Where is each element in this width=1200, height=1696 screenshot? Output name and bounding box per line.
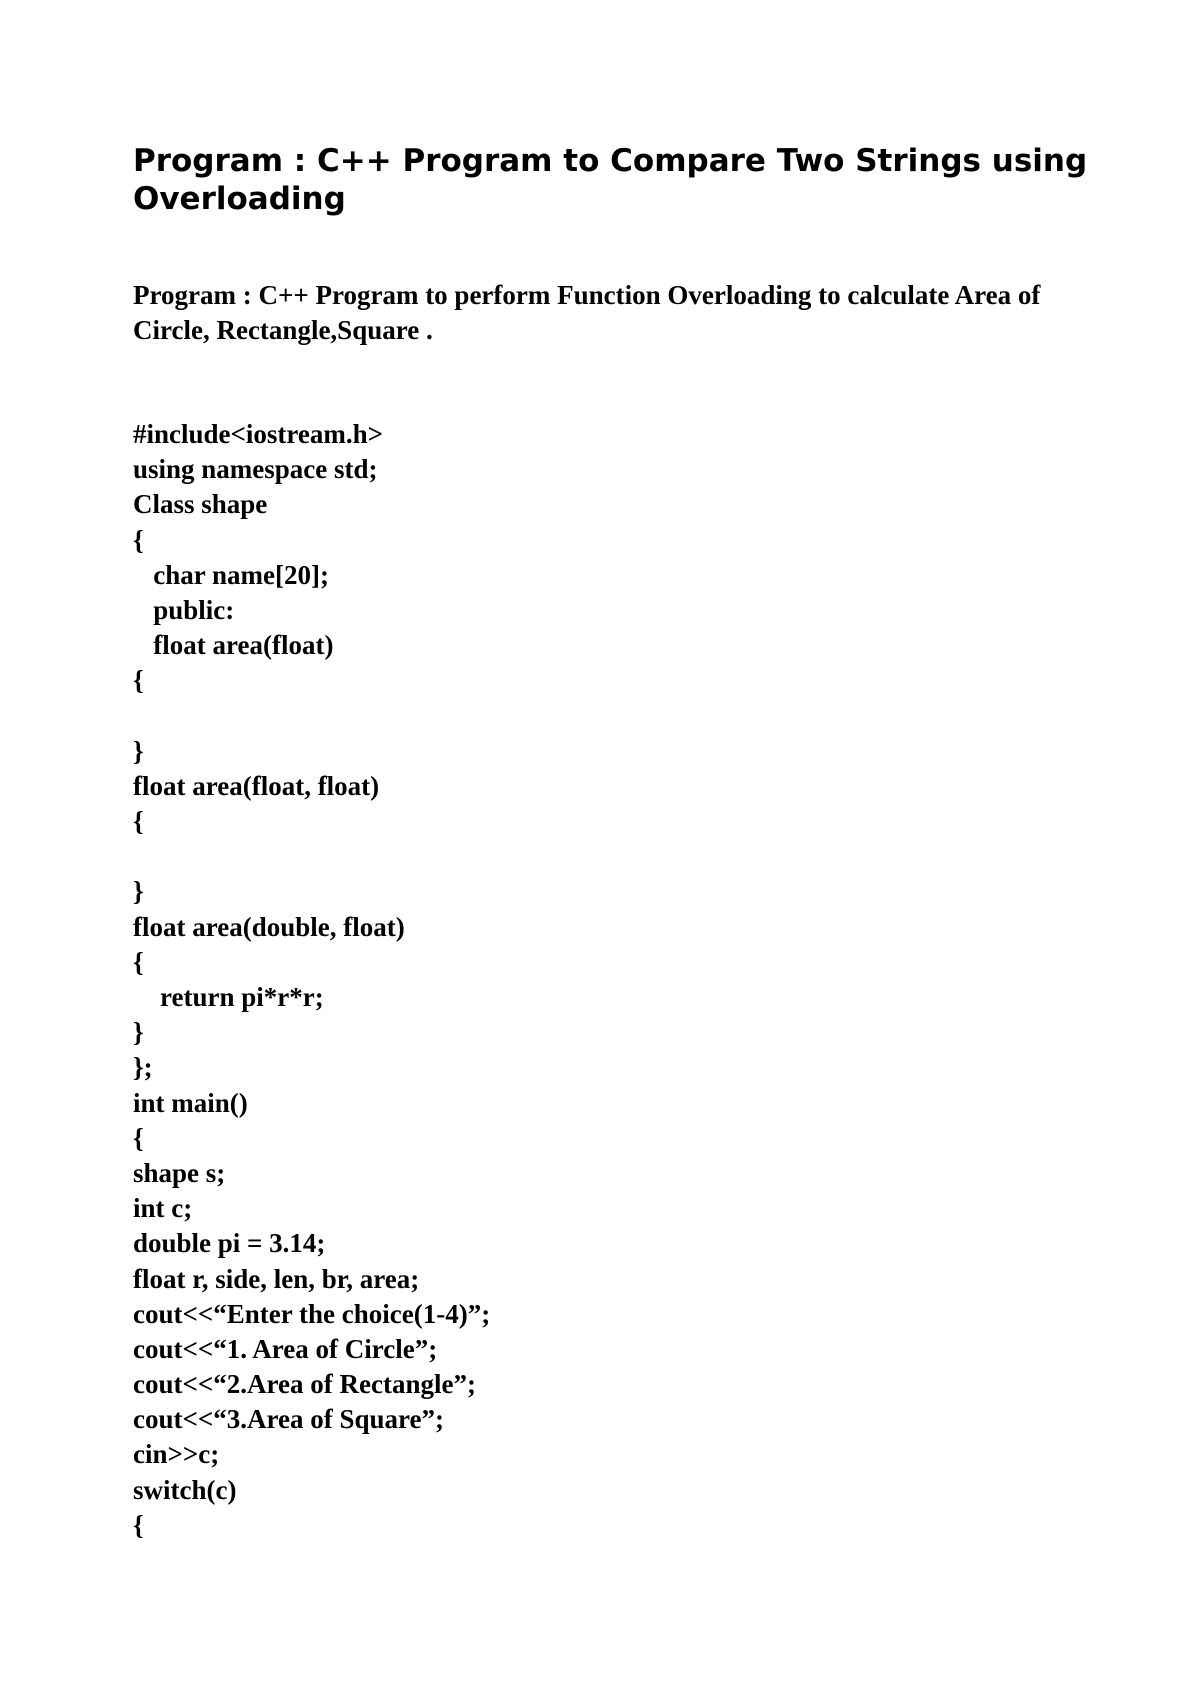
code-line: float area(float): [133, 630, 334, 661]
code-line: shape s;: [133, 1157, 226, 1188]
code-line: Class shape: [133, 489, 268, 520]
code-line: int main(): [133, 1087, 248, 1118]
code-line: double pi = 3.14;: [133, 1228, 326, 1259]
code-line: char name[20];: [133, 559, 329, 590]
code-line: };: [133, 1052, 153, 1083]
code-line: [133, 839, 1093, 874]
code-listing: [133, 417, 1093, 1543]
code-line: {: [133, 1122, 144, 1153]
code-line: }: [133, 735, 144, 766]
code-line: return pi*r*r;: [133, 982, 324, 1012]
code-line: {: [133, 524, 144, 555]
code-line: int c;: [133, 1193, 193, 1224]
code-line: {: [133, 806, 144, 837]
code-line: float r, side, len, br, area;: [133, 1263, 420, 1294]
code-line: cout<<“Enter the choice(1-4)”;: [133, 1298, 491, 1329]
code-line: float area(double, float): [133, 911, 405, 942]
code-line: cin>>c;: [133, 1439, 220, 1470]
code-line: #include<iostream.h>: [133, 419, 384, 449]
code-line: cout<<“1. Area of Circle”;: [133, 1333, 438, 1364]
code-line: [133, 699, 1093, 734]
code-line: }: [133, 1017, 144, 1048]
code-line: cout<<“3.Area of Square”;: [133, 1404, 445, 1435]
code-line: cout<<“2.Area of Rectangle”;: [133, 1369, 476, 1400]
code-line: {: [133, 946, 144, 977]
document-title: Program : C++ Program to Compare Two Strings using Overloading: [133, 143, 1088, 217]
code-line: {: [133, 665, 144, 696]
code-line: switch(c): [133, 1474, 237, 1505]
code-line: public:: [133, 594, 235, 625]
code-line: }: [133, 876, 144, 907]
code-line: float area(float, float): [133, 770, 380, 801]
code-line: using namespace std;: [133, 454, 378, 485]
code-line: {: [133, 1509, 144, 1540]
program-description: Program : C++ Program to perform Function Overloading to calculate Area of Circle, Rectangle,Square .: [133, 280, 1041, 345]
